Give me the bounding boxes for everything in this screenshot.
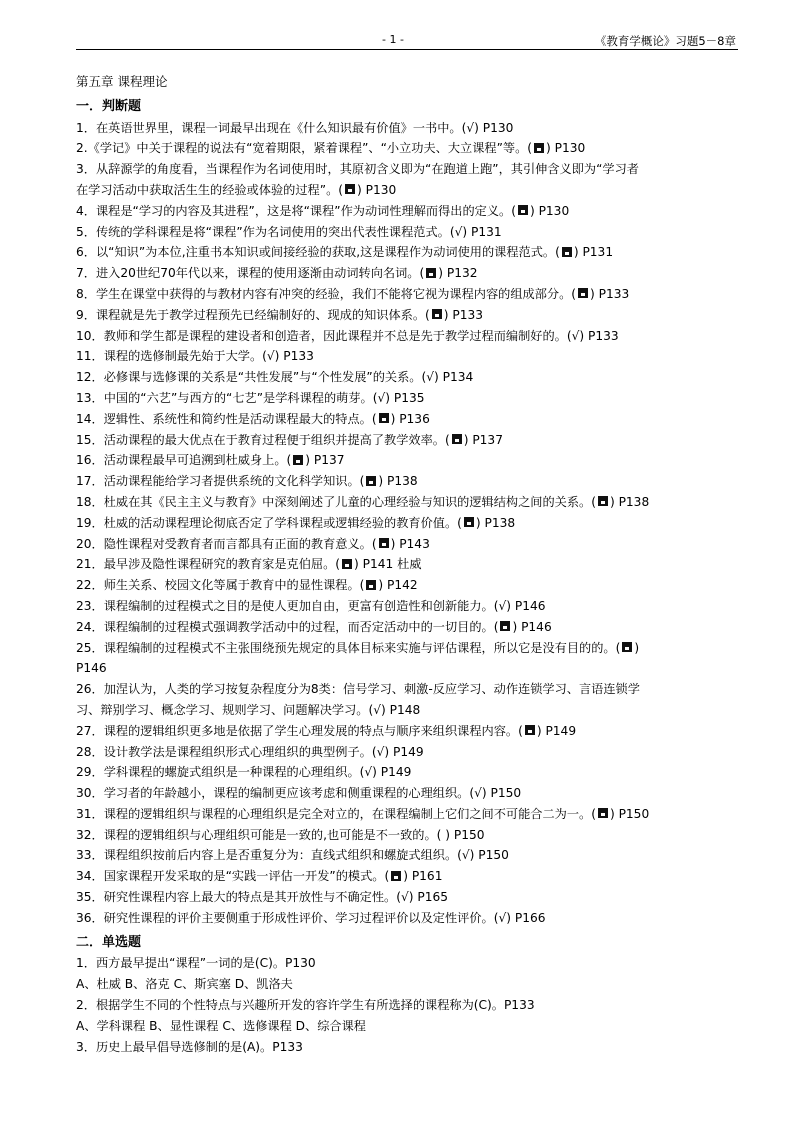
wrong-mark-icon <box>379 413 389 423</box>
question-line <box>76 138 738 159</box>
question-text: 21．最早涉及隐性课程研究的教育家是克伯屈。( <box>76 557 341 572</box>
question-line <box>76 554 738 575</box>
question-text: 23．课程编制的过程模式之目的是使人更加自由，更富有创造性和创新能力。(√) P146 <box>76 598 546 613</box>
question-line <box>76 866 738 887</box>
question-text: 25．课程编制的过程模式不主张围绕预先规定的具体目标来实施与评估课程，所以它是没有目的的。( <box>76 640 621 655</box>
question-text: 18．杜威在其《民主主义与教育》中深刻阐述了儿童的心理经验与知识的逻辑结构之间的关系。( <box>76 494 596 509</box>
question-text: 20．隐性课程对受教育者而言都具有正面的教育意义。( <box>76 536 377 551</box>
question-text: 习、辩别学习、概念学习、规则学习、问题解决学习。(√) P148 <box>76 702 421 717</box>
question-line <box>76 700 738 721</box>
answer-reference: ) P130 <box>546 141 586 156</box>
answer-reference: ) P131 <box>573 245 614 260</box>
wrong-mark-icon <box>426 268 436 278</box>
question-text: 11．课程的选修制最先始于大学。(√) P133 <box>76 349 314 364</box>
question-line <box>76 974 738 995</box>
question-line <box>76 1016 738 1037</box>
question-text: 19．杜威的活动课程理论彻底否定了学科课程或逻辑经验的教育价值。( <box>76 515 462 530</box>
question-line <box>76 887 738 908</box>
question-text: 14．逻辑性、系统性和简约性是活动课程最大的特点。( <box>76 411 377 426</box>
question-line <box>76 596 738 617</box>
question-text: 26．加涅认为，人类的学习按复杂程度分为8类：信号学习、刺激-反应学习、动作连锁学习、言语连锁学 <box>76 682 640 697</box>
wrong-mark-icon <box>452 434 462 444</box>
wrong-mark-icon <box>500 621 510 631</box>
wrong-mark-icon <box>534 143 544 153</box>
wrong-mark-icon <box>578 288 588 298</box>
question-text: 3．从辞源学的角度看，当课程作为名词使用时，其原初含义即为“在跑道上跑”，其引伸含义即为“学习者 <box>76 162 639 177</box>
question-text: 33．课程组织按前后内容上是否重复分为：直线式组织和螺旋式组织。(√) P150 <box>76 848 509 863</box>
question-text: 1．西方最早提出“课程”一词的是(C)。P130 <box>76 956 316 971</box>
question-text: 在学习活动中获取活生生的经验或体验的过程”。( <box>76 182 344 197</box>
question-text: 7．进入20世纪70年代以来，课程的使用逐渐由动词转向名词。( <box>76 266 425 281</box>
question-line <box>76 908 738 929</box>
question-line <box>76 804 738 825</box>
question-line <box>76 118 738 139</box>
answer-reference: ) P138 <box>475 515 516 530</box>
question-line <box>76 471 738 492</box>
question-line <box>76 180 738 201</box>
wrong-mark-icon <box>345 184 355 194</box>
answer-reference: ) P130 <box>357 182 397 197</box>
question-text: 3．历史上最早倡导选修制的是(A)。P133 <box>76 1039 303 1054</box>
wrong-mark-icon <box>366 476 376 486</box>
question-text: 24．课程编制的过程模式强调教学活动中的过程，而否定活动中的一切目的。( <box>76 619 499 634</box>
question-line <box>76 367 738 388</box>
judgment-question-list <box>76 118 738 929</box>
answer-reference: ) P146 <box>512 619 552 634</box>
question-text: 13．中国的“六艺”与西方的“七艺”是学科课程的萌芽。(√) P135 <box>76 390 425 405</box>
question-text: 8．学生在课堂中获得的与教材内容有冲突的经验，我们不能将它视为课程内容的组成部分。( <box>76 286 577 301</box>
question-text: 34．国家课程开发采取的是“实践一评估一开发”的模式。( <box>76 869 390 884</box>
question-text: 16．活动课程最早可追溯到杜威身上。( <box>76 453 292 468</box>
question-text: 28．设计教学法是课程组织形式心理组织的典型例子。(√) P149 <box>76 744 424 759</box>
wrong-mark-icon <box>598 496 608 506</box>
answer-reference: ) P133 <box>443 307 484 322</box>
question-text: 9．课程就是先于教学过程预先已经编制好的、现成的知识体系。( <box>76 307 430 322</box>
wrong-mark-icon <box>342 559 352 569</box>
question-line <box>76 409 738 430</box>
answer-reference: ) P141 杜威 <box>354 557 422 572</box>
question-line <box>76 346 738 367</box>
question-line <box>76 201 738 222</box>
wrong-mark-icon <box>293 455 303 465</box>
question-text: 6．以“知识”为本位,注重书本知识或间接经验的获取,这是课程作为动词使用的课程范式。( <box>76 245 560 260</box>
page-number: - 1 - <box>382 33 404 46</box>
question-text: A、杜威 B、洛克 C、斯宾塞 D、凯洛夫 <box>76 977 293 992</box>
answer-reference: ) P132 <box>438 266 478 281</box>
question-text: 12．必修课与选修课的关系是“共性发展”与“个性发展”的关系。(√) P134 <box>76 370 474 385</box>
question-text: 31．课程的逻辑组织与课程的心理组织是完全对立的，在课程编制上它们之间不可能合二为一。( <box>76 806 596 821</box>
section-title-judgment: 一．判断题 <box>76 98 142 114</box>
wrong-mark-icon <box>379 538 389 548</box>
question-line <box>76 222 738 243</box>
question-line <box>76 783 738 804</box>
question-text: 29．学科课程的螺旋式组织是一种课程的心理组织。(√) P149 <box>76 765 412 780</box>
answer-reference: ) P142 <box>378 578 418 593</box>
question-line <box>76 159 738 180</box>
question-text: 22．师生关系、校园文化等属于教育中的显性课程。( <box>76 578 365 593</box>
question-text: 27．课程的逻辑组织更多地是依据了学生心理发展的特点与顺序来组织课程内容。( <box>76 723 523 738</box>
question-line <box>76 513 738 534</box>
document-body <box>76 72 738 1057</box>
question-line <box>76 263 738 284</box>
chapter-title: 第五章 课程理论 <box>76 74 168 89</box>
question-text: 2.《学记》中关于课程的说法有“宽着期限，紧着课程”、“小立功夫、大立课程”等。( <box>76 141 533 156</box>
question-text: 4．课程是“学习的内容及其进程”，这是将“课程”作为动词性理解而得出的定义。( <box>76 203 516 218</box>
wrong-mark-icon <box>366 580 376 590</box>
question-text: 15．活动课程的最大优点在于教育过程便于组织并提高了教学效率。( <box>76 432 450 447</box>
question-text: 2．根据学生不同的个性特点与兴趣所开发的容许学生有所选择的课程称为(C)。P133 <box>76 998 535 1013</box>
question-line <box>76 638 738 659</box>
answer-reference: ) P133 <box>590 286 630 301</box>
wrong-mark-icon <box>464 517 474 527</box>
page-header <box>76 33 738 50</box>
answer-reference: ) P149 <box>536 723 577 738</box>
question-line <box>76 953 738 974</box>
question-text: 10．教师和学生都是课程的建设者和创造者，因此课程并不总是先于教学过程而编制好的。(√) P133 <box>76 328 619 343</box>
answer-reference: ) <box>634 640 640 655</box>
wrong-mark-icon <box>622 642 632 652</box>
answer-reference: ) P161 <box>403 869 443 884</box>
answer-reference: ) P150 <box>609 806 650 821</box>
answer-reference: ) P143 <box>390 536 430 551</box>
answer-reference: ) P138 <box>378 474 418 489</box>
question-line <box>76 995 738 1016</box>
question-line <box>76 534 738 555</box>
question-line <box>76 742 738 763</box>
section-title-choice: 二．单选题 <box>76 934 142 950</box>
choice-question-list <box>76 953 738 1057</box>
question-line <box>76 617 738 638</box>
question-line <box>76 284 738 305</box>
question-line <box>76 388 738 409</box>
question-text: 30．学习者的年龄越小，课程的编制更应该考虑和侧重课程的心理组织。(√) P150 <box>76 786 522 801</box>
question-text: 36．研究性课程的评价主要侧重于形成性评价、学习过程评价以及定性评价。(√) P166 <box>76 910 546 925</box>
wrong-mark-icon <box>391 871 401 881</box>
question-line <box>76 492 738 513</box>
question-line <box>76 721 738 742</box>
wrong-mark-icon <box>432 309 442 319</box>
question-line <box>76 679 738 700</box>
wrong-mark-icon <box>562 247 572 257</box>
question-line <box>76 430 738 451</box>
question-text: P146 <box>76 661 107 676</box>
question-line <box>76 242 738 263</box>
question-line <box>76 762 738 783</box>
wrong-mark-icon <box>525 725 535 735</box>
question-text: 32．课程的逻辑组织与心理组织可能是一致的,也可能是不一致的。( ) P150 <box>76 827 485 842</box>
question-line <box>76 326 738 347</box>
question-text: 5．传统的学科课程是将“课程”作为名词使用的突出代表性课程范式。(√) P131 <box>76 224 502 239</box>
answer-reference: ) P137 <box>463 432 503 447</box>
wrong-mark-icon <box>598 808 608 818</box>
answer-reference: ) P130 <box>529 203 570 218</box>
question-line <box>76 450 738 471</box>
question-text: A、学科课程 B、显性课程 C、选修课程 D、综合课程 <box>76 1018 366 1033</box>
question-line <box>76 305 738 326</box>
answer-reference: ) P137 <box>305 453 345 468</box>
question-line <box>76 658 738 679</box>
question-text: 35．研究性课程内容上最大的特点是其开放性与不确定性。(√) P165 <box>76 890 448 905</box>
question-text: 17．活动课程能给学习者提供系统的文化科学知识。( <box>76 474 365 489</box>
question-line <box>76 575 738 596</box>
question-line <box>76 825 738 846</box>
question-text: 1．在英语世界里，课程一词最早出现在《什么知识最有价值》一书中。(√) P130 <box>76 120 514 135</box>
document-title: 《教育学概论》习题5－8章 <box>594 34 736 48</box>
question-line <box>76 845 738 866</box>
answer-reference: ) P138 <box>609 494 650 509</box>
question-line <box>76 1037 738 1058</box>
answer-reference: ) P136 <box>390 411 430 426</box>
wrong-mark-icon <box>518 205 528 215</box>
